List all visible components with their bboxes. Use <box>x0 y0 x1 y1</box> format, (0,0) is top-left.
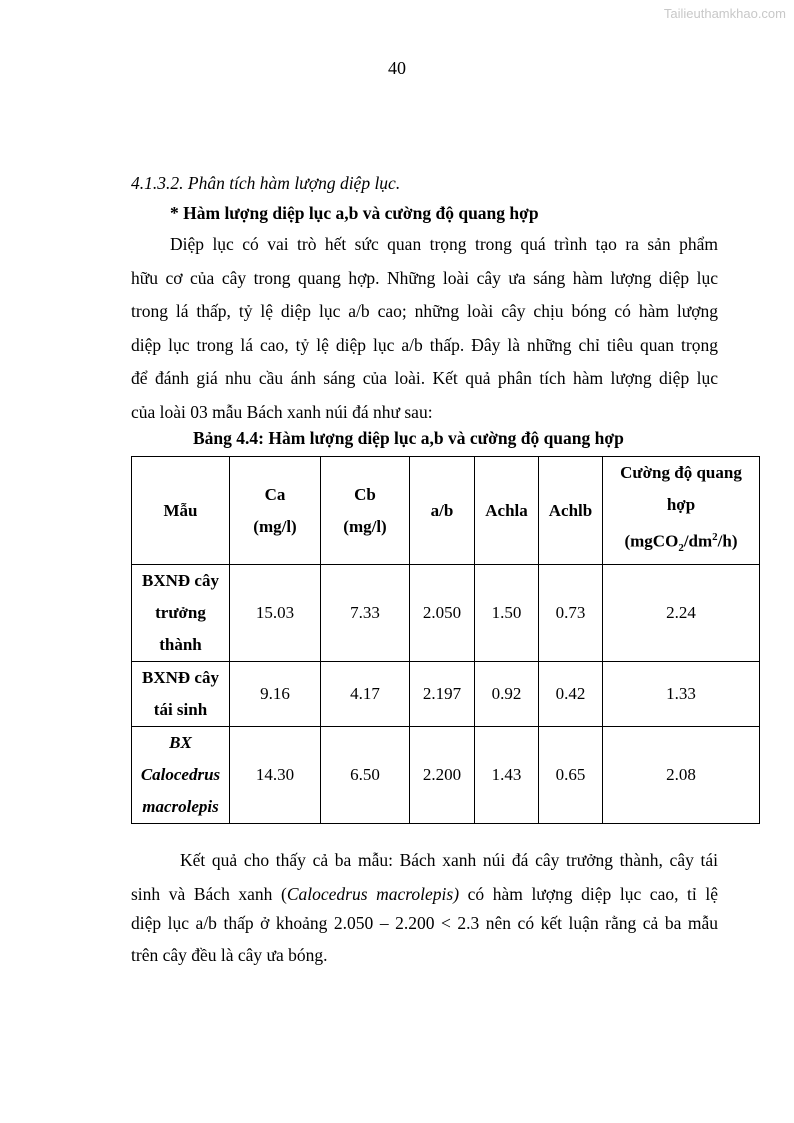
paragraph-line: sinh và Bách xanh (Calocedrus macrolepis) có hàm lượng diệp lục cao, tỉ lệ <box>131 884 718 904</box>
header-achlb: Achlb <box>539 457 603 565</box>
table-caption: Bảng 4.4: Hàm lượng diệp lục a,b và cường độ quang hợp <box>193 428 624 448</box>
cb-cell: 7.33 <box>321 565 410 662</box>
photosynthesis-cell: 1.33 <box>603 662 760 727</box>
paragraph-line: để đánh giá nhu cầu ánh sáng của loài. Kết quả phân tích hàm lượng diệp lục <box>131 368 718 388</box>
achla-cell: 1.50 <box>475 565 539 662</box>
achlb-cell: 0.65 <box>539 727 603 824</box>
cb-cell: 6.50 <box>321 727 410 824</box>
page-number: 40 <box>388 58 406 78</box>
table-row <box>132 662 760 727</box>
photosynthesis-cell: 2.24 <box>603 565 760 662</box>
ca-cell: 15.03 <box>230 565 321 662</box>
table-row <box>132 727 760 824</box>
sample-cell: BX Calocedrus macrolepis <box>132 727 230 824</box>
ab-cell: 2.050 <box>410 565 475 662</box>
header-ab: a/b <box>410 457 475 565</box>
chlorophyll-table <box>131 456 760 824</box>
header-cb: Cb (mg/l) <box>321 457 410 565</box>
achlb-cell: 0.73 <box>539 565 603 662</box>
paragraph-line: diệp lục trong lá cao, tỷ lệ diệp lục a/b thấp. Đây là những chỉ tiêu quan trọng <box>131 335 718 355</box>
cb-cell: 4.17 <box>321 662 410 727</box>
achla-cell: 1.43 <box>475 727 539 824</box>
header-achla: Achla <box>475 457 539 565</box>
paragraph-line: hữu cơ của cây trong quang hợp. Những loài cây ưa sáng hàm lượng diệp lục <box>131 268 718 288</box>
sample-cell: BXNĐ cây tái sinh <box>132 662 230 727</box>
paragraph-line: Diệp lục có vai trò hết sức quan trọng trong quá trình tạo ra sản phẩm <box>170 234 718 254</box>
photosynthesis-cell: 2.08 <box>603 727 760 824</box>
paragraph-line: diệp lục a/b thấp ở khoảng 2.050 – 2.200 < 2.3 nên có kết luận rằng cả ba mẫu <box>131 913 718 933</box>
sample-cell: BXNĐ cây trưởng thành <box>132 565 230 662</box>
ab-cell: 2.197 <box>410 662 475 727</box>
paragraph-line: trên cây đều là cây ưa bóng. <box>131 945 328 965</box>
header-ca: Ca (mg/l) <box>230 457 321 565</box>
ca-cell: 14.30 <box>230 727 321 824</box>
paragraph-line: của loài 03 mẫu Bách xanh núi đá như sau: <box>131 402 433 422</box>
achla-cell: 0.92 <box>475 662 539 727</box>
subheading: * Hàm lượng diệp lục a,b và cường độ quang hợp <box>170 203 539 223</box>
header-sample: Mẫu <box>132 457 230 565</box>
achlb-cell: 0.42 <box>539 662 603 727</box>
paragraph-line: trong lá thấp, tỷ lệ diệp lục a/b cao; những loài cây chịu bóng có hàm lượng <box>131 301 718 321</box>
ca-cell: 9.16 <box>230 662 321 727</box>
table-row <box>132 565 760 662</box>
watermark: Tailieuthamkhao.com <box>663 6 786 21</box>
paragraph-line: Kết quả cho thấy cả ba mẫu: Bách xanh núi đá cây trưởng thành, cây tái <box>180 850 718 870</box>
header-photosynthesis: Cường độ quang hợp $(mgCO_2/dm^2/h)$ <box>603 457 760 565</box>
table-header-row <box>132 457 760 565</box>
section-heading: 4.1.3.2. Phân tích hàm lượng diệp lục. <box>131 173 401 193</box>
ab-cell: 2.200 <box>410 727 475 824</box>
